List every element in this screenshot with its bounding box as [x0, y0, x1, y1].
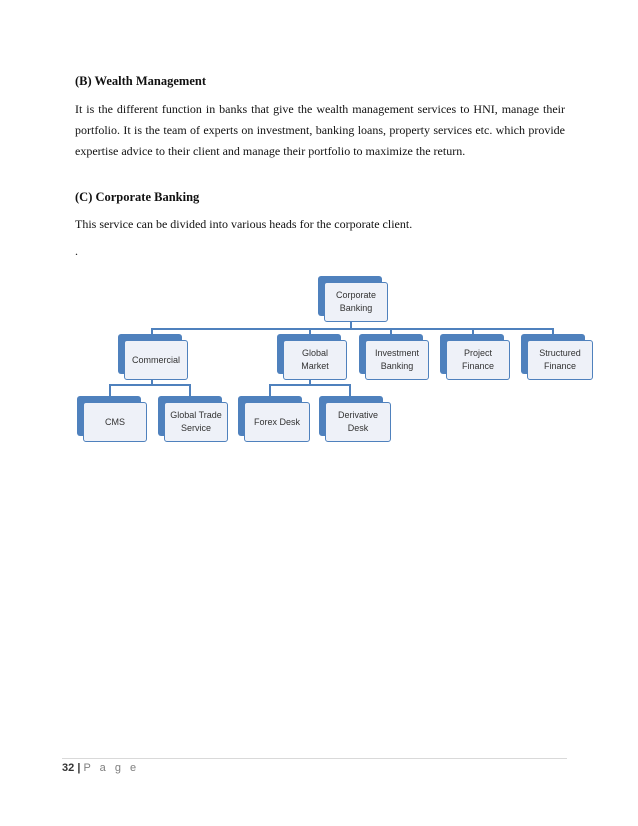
stray-dot: .: [75, 244, 78, 258]
node-corporate-banking: [324, 282, 388, 322]
footer-divider: [62, 758, 567, 759]
node-label: Corporate Banking: [335, 290, 377, 313]
page-number: 32: [62, 762, 75, 774]
section-c-heading: (C) Corporate Banking: [75, 190, 200, 204]
connector: [109, 384, 191, 386]
node-global-trade-service: [164, 402, 228, 442]
page-footer: [62, 762, 139, 774]
connector: [151, 328, 554, 330]
node-derivative-desk: [325, 402, 391, 442]
page-label: P a g e: [83, 762, 140, 774]
node-label: Derivative Desk: [337, 410, 378, 433]
node-cms: [83, 402, 147, 442]
node-label: CMS: [105, 416, 125, 427]
section-c-body: This service can be divided into various heads for the corporate client.: [75, 217, 413, 231]
node-forex-desk: [244, 402, 310, 442]
node-project-finance: [446, 340, 510, 380]
node-label: Structured Finance: [539, 348, 581, 371]
node-label: Investment Banking: [374, 348, 420, 371]
node-investment-banking: [365, 340, 429, 380]
connector: [269, 384, 351, 386]
footer-separator: |: [77, 762, 81, 774]
node-label: Commercial: [131, 354, 180, 365]
node-structured-finance: [527, 340, 593, 380]
node-label: Global Market: [301, 348, 329, 371]
section-b-body: It is the different function in banks that give the wealth management services to HNI, manage their portfolio. It is the team of experts on investment, banking loans, property services etc. which provide expertise advice to their client and manage their portfolio to maximize the return.: [75, 102, 565, 158]
node-label: Global Trade Service: [170, 410, 222, 433]
node-global-market: [283, 340, 347, 380]
section-b-heading: (B) Wealth Management: [75, 74, 207, 88]
node-label: Forex Desk: [253, 416, 300, 427]
node-label: Project Finance: [461, 348, 495, 371]
node-commercial: [124, 340, 188, 380]
